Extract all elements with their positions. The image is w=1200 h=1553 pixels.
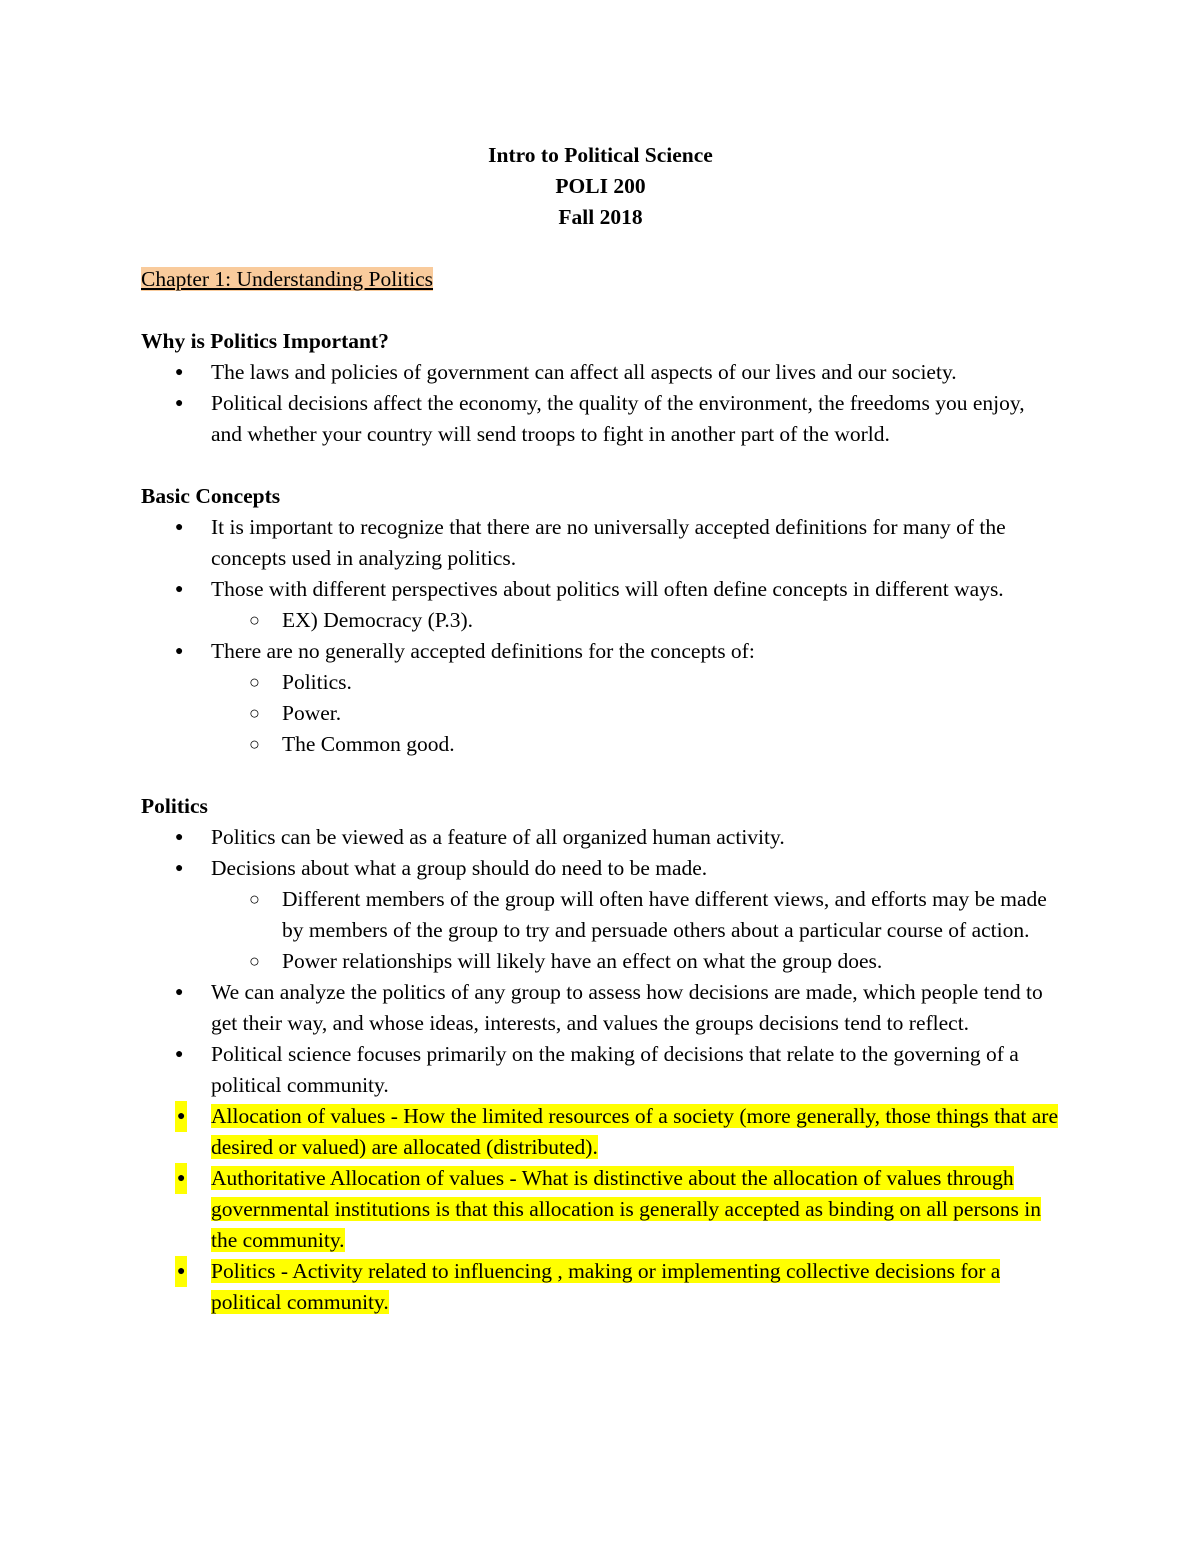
bullet-icon: ● [175, 396, 184, 411]
bullet-icon: ● [175, 861, 184, 876]
bullet-icon: ● [175, 644, 184, 659]
bullet-icon: ● [175, 365, 184, 380]
list-item: ● Political science focuses primarily on the making of decisions that relate to the governing of a political community. [141, 1039, 1060, 1101]
highlighted-definition-item [141, 1256, 1060, 1318]
sub-list-item: ○ EX) Democracy (P.3). [211, 605, 1060, 636]
section-heading-basic-concepts: Basic Concepts [141, 484, 281, 508]
sub-list [211, 884, 1060, 977]
bullet-icon: ● [175, 1101, 187, 1132]
chapter-title: Chapter 1: Understanding Politics [141, 267, 434, 291]
definition-politics: Politics - Activity related to influencing , making or implementing collective decisions for a political community. [211, 1259, 1001, 1314]
list-item: ● There are no generally accepted definitions for the concepts of: ○ Politics. ○ Power. ○ The Common good. [141, 636, 1060, 760]
sub-list-item: ○ Politics. [211, 667, 1060, 698]
highlighted-definition-item [141, 1101, 1060, 1163]
bullet-icon: ● [175, 520, 184, 535]
basic-concepts-list [141, 512, 1060, 760]
list-item: ● Political decisions affect the economy, the quality of the environment, the freedoms you enjoy, and whether your country will send troops to fight in another part of the world. [141, 388, 1060, 450]
hollow-bullet-icon: ○ [249, 672, 260, 692]
hollow-bullet-icon: ○ [249, 951, 260, 971]
sub-list-item: ○ The Common good. [211, 729, 1060, 760]
course-title: Intro to Political Science [488, 143, 713, 167]
list-item: ● Politics can be viewed as a feature of all organized human activity. [141, 822, 1060, 853]
sub-list [211, 667, 1060, 760]
course-code: POLI 200 [555, 174, 646, 198]
bullet-icon: ● [175, 1047, 184, 1062]
bullet-icon: ● [175, 582, 184, 597]
sub-list-item: ○ Power relationships will likely have an effect on what the group does. [211, 946, 1060, 977]
hollow-bullet-icon: ○ [249, 703, 260, 723]
list-item: ● We can analyze the politics of any group to assess how decisions are made, which people tend to get their way, and whose ideas, interests, and values the groups decisions tend to reflect. [141, 977, 1060, 1039]
why-list [141, 357, 1060, 450]
list-item: ● It is important to recognize that there are no universally accepted definitions for many of the concepts used in analyzing politics. [141, 512, 1060, 574]
section-heading-politics: Politics [141, 794, 208, 818]
sub-list-item: ○ Power. [211, 698, 1060, 729]
hollow-bullet-icon: ○ [249, 889, 260, 909]
politics-list [141, 822, 1060, 1318]
title-block [141, 140, 1060, 233]
hollow-bullet-icon: ○ [249, 734, 260, 754]
sub-list-item: ○ Different members of the group will often have different views, and efforts may be made by members of the group to try and persuade others about a particular course of action. [211, 884, 1060, 946]
bullet-icon: ● [175, 985, 184, 1000]
list-item: ● Decisions about what a group should do need to be made. ○ Different members of the group will often have different views, and efforts may be made by members of the group to try and persuade others about a particular course of action. ○ Power relationships will likely have an effect on what the group does. [141, 853, 1060, 977]
definition-authoritative-allocation: Authoritative Allocation of values - What is distinctive about the allocation of values through governmental institutions is that this allocation is generally accepted as binding on all persons in the community. [211, 1166, 1041, 1252]
chapter-line [141, 264, 1060, 295]
section-heading-why: Why is Politics Important? [141, 329, 389, 353]
hollow-bullet-icon: ○ [249, 610, 260, 630]
bullet-icon: ● [175, 1256, 187, 1287]
list-item: ● Those with different perspectives about politics will often define concepts in different ways. ○ EX) Democracy (P.3). [141, 574, 1060, 636]
bullet-icon: ● [175, 830, 184, 845]
highlighted-definition-item [141, 1163, 1060, 1256]
sub-list [211, 605, 1060, 636]
course-term: Fall 2018 [558, 205, 643, 229]
definition-allocation-of-values: Allocation of values - How the limited resources of a society (more generally, those things that are desired or valued) are allocated (distributed). [211, 1104, 1058, 1159]
list-item: ● The laws and policies of government can affect all aspects of our lives and our society. [141, 357, 1060, 388]
bullet-icon: ● [175, 1163, 187, 1194]
